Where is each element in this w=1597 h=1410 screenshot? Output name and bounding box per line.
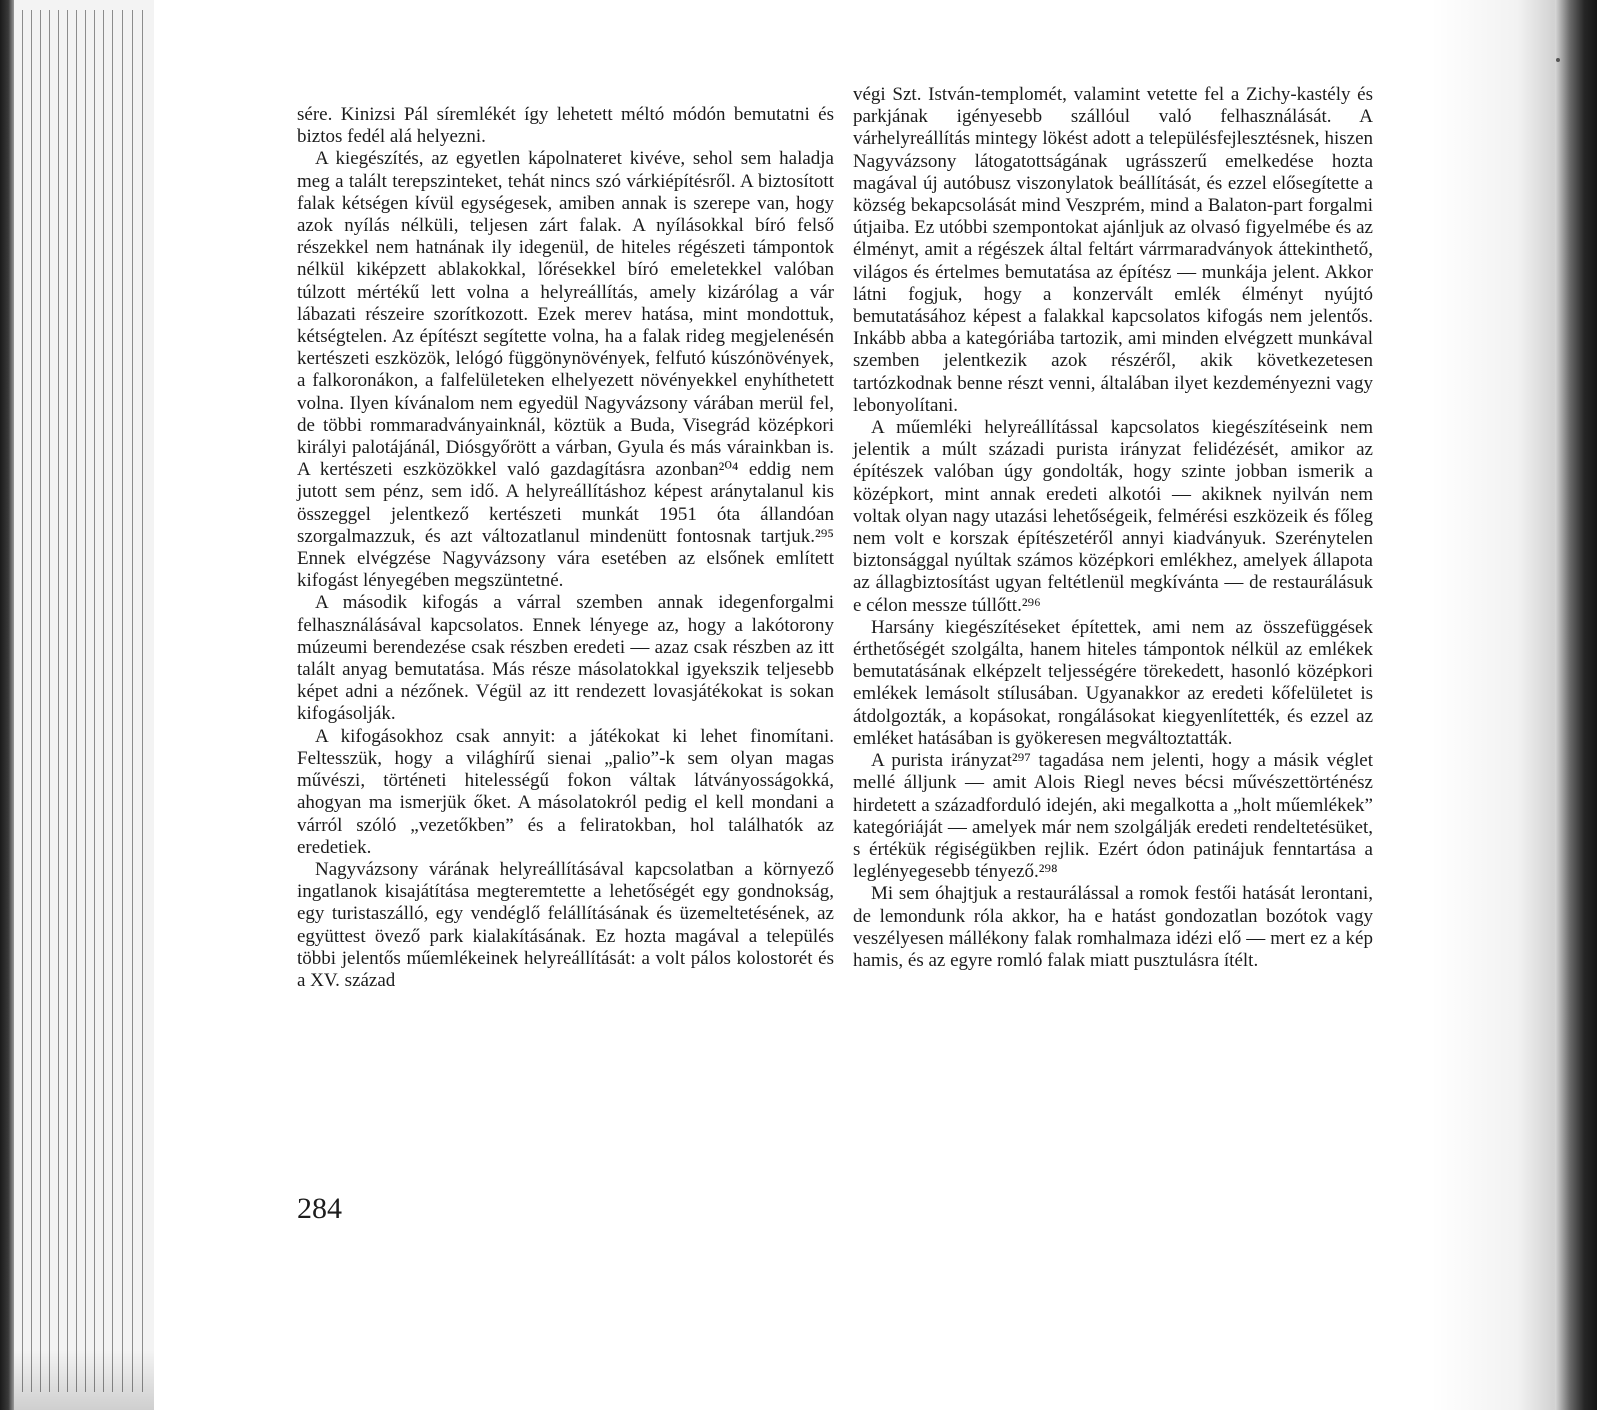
right-text-column: [853, 84, 1373, 972]
right-paragraph-4: A purista irányzat²⁹⁷ tagadása nem jelenti, hogy a másik véglet mellé álljunk — amit Alois Riegl neves bécsi művészettörténész hirdetett a századforduló idején, aki megalkotta a „holt műemlékek” kategóriáját — amelyek már nem szolgálják eredeti rendeltetésüket, s értékük régiségükben rejlik. Ezért ódon patinájuk fenntartása a leglényegesebb tényező.²⁹⁸: [853, 750, 1373, 883]
page-number: 284: [297, 1192, 342, 1225]
page-stack-edges: [14, 0, 154, 1410]
right-paragraph-1: végi Szt. István-templomét, valamint vetette fel a Zichy-kastély és parkjának igényesebb szállóul való felhasználását. A várhelyreállítás mintegy lökést adott a településfejlesztésnek, hiszen Nagyvázsony látogatottságának ugrásszerű emelkedése hozta magával új autóbusz viszonylatok beállítását, és ezzel elősegítette a község bekapcsolását mind Veszprém, mind a Balaton-part forgalmi útjaiba. Ez utóbbi szempontokat ajánljuk az olvasó figyelmébe és az élményt, amit a régészek által feltárt várrmaradványok áttekinthető, világos és értelmes bemutatása az építész — munkája jelent. Akkor látni fogjuk, hogy a konzervált emlék élményt nyújtó bemutatásához képest a falakkal kapcsolatos kifogás nem jelentős. Inkább abba a kategóriába tartozik, ami minden elvégzett munkával szemben jelentkezik azok részéről, akik következetesen tartózkodnak benne részt venni, általában ilyet kezdeményezni vagy lebonyolítani.: [853, 84, 1373, 416]
right-paragraph-5: Mi sem óhajtjuk a restaurálással a romok festői hatását lerontani, de lemondunk róla akkor, ha e hatást gondozatlan bozótok vagy veszélyesen mállékony falak romhalmaza idézi elő — mert ez a kép hamis, és az egyre romló falak miatt pusztulásra ítélt.: [853, 883, 1373, 971]
left-paragraph-5: Nagyvázsony várának helyreállításával kapcsolatban a környező ingatlanok kisajátítása megteremtette a lehetőségét egy gondnokság, egy turistaszálló, egy vendéglő felállításának és üzemeltetésének, az együttest övező park kialakításának. Ez hozta magával a település többi jelentős műemlékeinek helyreállítását: a volt pálos kolostorét és a XV. század: [297, 858, 834, 991]
scan-edge-right: [1555, 0, 1597, 1410]
right-paragraph-2: A műemléki helyreállítással kapcsolatos kiegészítéseink nem jelentik a múlt századi purista irányzat felidézését, amikor az építészek valóban úgy gondolták, hogy szinte jobban ismerik a középkort, mint annak eredeti alkotói — akiknek nyilván nem voltak olyan nagy utazási lehetőségeik, felmérési eszközeik és főleg nem volt e korszak építészetéről annyi kiadványuk. Szerénytelen biztonsággal nyúltak számos középkori emlékhez, amelyek állapota az állagbiztosítást ugyan feltétlenül megkívánta — de restaurálásuk e célon messze túllőtt.²⁹⁶: [853, 417, 1373, 616]
right-paragraph-3: Harsány kiegészítéseket építettek, ami nem az összefüggések érthetőségét szolgálta, hanem hiteles támpontok nélkül az emlékek bemutatásának elképzelt teljességére törekedett, hasonló középkori emlékek lemásolt stílusában. Ugyanakkor az eredeti kőfelületet is átdolgozták, a kopásokat, rongálásokat kiegyenlítették, és ezzel az emléket hatásában is gyökeresen megváltoztatták.: [853, 616, 1373, 749]
left-paragraph-3: A második kifogás a várral szemben annak idegenforgalmi felhasználásával kapcsolatos. Ennek lényege az, hogy a lakótorony múzeumi berendezése csak részben eredeti — azaz csak részben az itt talált anyag bemutatása. Más része másolatokkal igyekszik teljesebb képet adni a nézőnek. Végül az itt rendezett lovasjátékokat is sokan kifogásolják.: [297, 592, 834, 725]
scan-speck: [1556, 58, 1560, 62]
gutter-shadow: [1430, 0, 1555, 1410]
left-paragraph-2: A kiegészítés, az egyetlen kápolnateret kivéve, sehol sem haladja meg a talált terepszinteket, tehát nincs szó várkiépítésről. A biztosított falak kétségen kívül egységesek, amiben annak is szerepe van, hogy azok nyílás nélküli, teljesen zárt falak. A nyílásokkal bíró felső részekkel nem hatnának ily idegenül, de hiteles régészeti támpontok nélkül kiképzett ablakokkal, lőrésekkel bíró emeletekkel valóban túlzott mértékű lett volna a helyreállítás, amely kizárólag a vár lábazati részeire szorítkozott. Ezek merev hatása, mint mondottuk, kétségtelen. Az építészt segítette volna, ha a falak rideg megjelenésén kertészeti eszközök, lelógó függönynövények, felfutó kúszónövények, a falkoronákon, a falfelületeken elhelyezett növényekkel enyhíthetett volna. Ilyen kívánalom nem egyedül Nagyvázsony várában merül fel, de többi rommaradványainknál, köztük a Buda, Visegrád középkori királyi palotájánál, Diósgyőrött a várban, Gyula és más várainkban is. A kertészeti eszközökkel való gazdagításra azonban²⁰⁴ eddig nem jutott sem pénz, sem idő. A helyreállításhoz képest aránytalanul kis összeggel jelentkező kertészeti munkát 1951 óta állandóan szorgalmazzuk, és azt változatlanul mindenütt fontosnak tartjuk.²⁹⁵ Ennek elvégzése Nagyvázsony vára esetében az elsőnek említett kifogást lényegében megszüntetné.: [297, 148, 834, 592]
left-paragraph-4: A kifogásokhoz csak annyit: a játékokat ki lehet finomítani. Feltesszük, hogy a világhírű sienai „palio”-k sem olyan magas művészi, történeti hitelességű fokon váltak látványosságokká, ahogyan ma ismerjük őket. A másolatokról pedig el kell mondani a várról szóló „vezetőkben” és a feliratokban, hol találhatók az eredetiek.: [297, 725, 834, 858]
left-text-column: [297, 104, 834, 992]
left-paragraph-1: sére. Kinizsi Pál síremlékét így lehetett méltó módón bemutatni és biztos fedél alá helyezni.: [297, 104, 834, 148]
scan-edge-left: [0, 0, 14, 1410]
